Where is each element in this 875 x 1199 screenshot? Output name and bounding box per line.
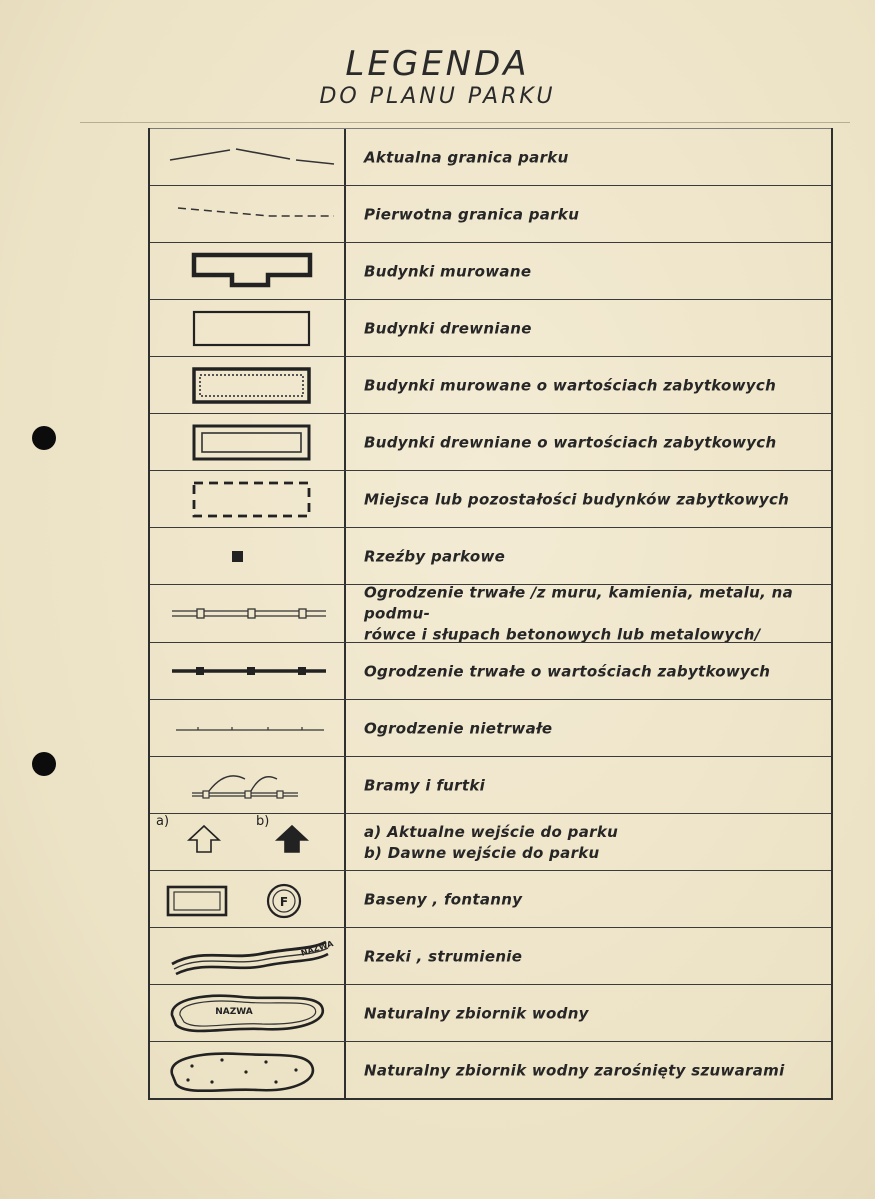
- river-name: NAZWA: [299, 939, 335, 958]
- double-building-outline-icon: [150, 414, 346, 471]
- legend-label: Bramy i furtki: [364, 776, 486, 794]
- title-rule: [80, 122, 850, 123]
- legend-row: [150, 128, 831, 186]
- legend-row: [150, 813, 831, 871]
- legend-title: LEGENDA: [345, 44, 530, 84]
- fence-hollow-posts-icon: [150, 585, 346, 643]
- thin-building-outline-icon: [150, 300, 346, 357]
- legend-row: [150, 584, 831, 643]
- legend-label: Ogrodzenie trwałe o wartościach zabytkowych: [364, 662, 771, 680]
- pond-name: NAZWA: [215, 1007, 253, 1017]
- legend-label: Rzeźby parkowe: [364, 547, 506, 565]
- legend-label: Ogrodzenie nietrwałe: [364, 719, 553, 737]
- legend-row: [150, 413, 831, 471]
- legend-label: Budynki murowane: [364, 262, 532, 280]
- legend-label: Budynki murowane o wartościach zabytkowych: [364, 376, 777, 394]
- legend-row: [150, 1041, 831, 1099]
- punch-hole-top: [32, 426, 56, 450]
- legend-row: [150, 527, 831, 585]
- legend-label: [364, 583, 823, 646]
- fountain-glyph: F: [279, 895, 289, 909]
- legend-row: [150, 699, 831, 757]
- thick-building-outline-icon: [150, 243, 346, 300]
- entrance-arrows-icon: [150, 814, 346, 871]
- pond-outline-icon: [150, 985, 346, 1042]
- legend-label: Naturalny zbiornik wodny zarośnięty szuwarami: [364, 1061, 785, 1079]
- legend-subtitle: DO PLANU PARKU: [319, 84, 556, 109]
- hatched-building-outline-icon: [150, 357, 346, 414]
- legend-label-line-2: b) Dawne wejście do parku: [364, 843, 600, 862]
- river-lines-icon: [150, 928, 346, 985]
- legend-row: [150, 356, 831, 414]
- legend-row: [150, 470, 831, 528]
- dashed-building-outline-icon: [150, 471, 346, 528]
- entrance-label-b: b): [256, 814, 270, 829]
- legend-row: [150, 756, 831, 814]
- legend-label-line-1: Ogrodzenie trwałe /z muru, kamienia, metalu, na podmu-: [364, 583, 793, 623]
- legend-label: [364, 822, 823, 864]
- legend-row: [150, 870, 831, 928]
- punch-hole-bottom: [32, 752, 56, 776]
- legend-table: [148, 128, 833, 1100]
- legend-label: Budynki drewniane: [364, 319, 532, 337]
- legend-label-line-2: rówce i słupach betonowych lub metalowych/: [364, 625, 761, 644]
- legend-label: Budynki drewniane o wartościach zabytkowych: [364, 433, 777, 451]
- legend-row: [150, 185, 831, 243]
- filled-square-icon: [150, 528, 346, 585]
- legend-label: Rzeki , strumienie: [364, 947, 523, 965]
- gate-arcs-icon: [150, 757, 346, 814]
- pool-and-fountain-icon: [150, 871, 346, 928]
- legend-label: Baseny , fontanny: [364, 890, 523, 908]
- solid-dash-boundary-line-icon: [150, 129, 346, 186]
- legend-row: [150, 242, 831, 300]
- thin-fence-line-icon: [150, 700, 346, 757]
- legend-label-line-1: a) Aktualne wejście do parku: [364, 822, 619, 841]
- legend-label: Naturalny zbiornik wodny: [364, 1004, 589, 1022]
- legend-label: Pierwotna granica parku: [364, 205, 580, 223]
- legend-row: [150, 984, 831, 1042]
- fence-filled-posts-icon: [150, 643, 346, 700]
- dashed-boundary-line-icon: [150, 186, 346, 243]
- legend-row: [150, 927, 831, 985]
- entrance-label-a: a): [156, 814, 170, 829]
- legend-row: [150, 642, 831, 700]
- legend-label: Aktualna granica parku: [364, 148, 569, 166]
- legend-label: Miejsca lub pozostałości budynków zabytkowych: [364, 490, 790, 508]
- reed-pond-outline-icon: [150, 1042, 346, 1099]
- legend-row: [150, 299, 831, 357]
